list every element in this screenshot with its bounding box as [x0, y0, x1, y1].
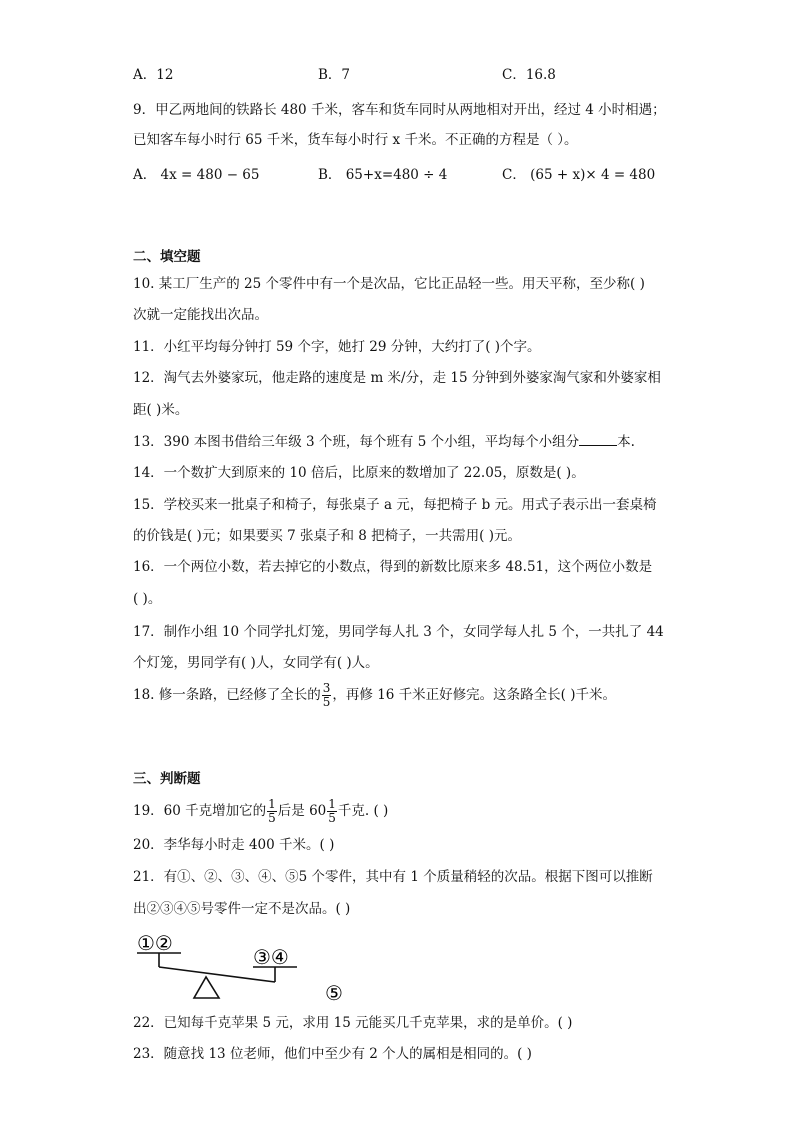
q8-option-a: A．12	[133, 67, 174, 83]
q19-fraction-2-denominator: 5	[328, 811, 336, 825]
q9-option-c: C． (65 + x)× 4 = 480	[502, 167, 656, 183]
q19-text-middle: 后是 60	[277, 803, 327, 819]
q16-line2: ( )。	[133, 591, 162, 607]
q17-line1: 17．制作小组 10 个同学扎灯笼，男同学每人扎 3 个，女同学每人扎 5 个，一共扎了 44	[133, 624, 664, 640]
q10-line1: 10. 某工厂生产的 25 个零件中有一个是次品，它比正品轻一些。用天平称，至少称( )	[133, 276, 645, 292]
balance-left-label: ①②	[137, 931, 173, 955]
q9-option-b: B． 65+x=480 ÷ 4	[318, 167, 448, 183]
q20-line1: 20．李华每小时走 400 千米。( )	[133, 837, 335, 853]
q9-option-a: A． 4x = 480 − 65	[133, 167, 260, 183]
q23-line1: 23．随意找 13 位老师，他们中至少有 2 个人的属相是相同的。( )	[133, 1046, 532, 1062]
q17-line2: 个灯笼，男同学有( )人，女同学有( )人。	[133, 655, 379, 671]
q8-option-c: C．16.8	[502, 67, 556, 83]
q14-line1: 14．一个数扩大到原来的 10 倍后，比原来的数增加了 22.05，原数是( )。	[133, 465, 585, 481]
q12-line2: 距( )米。	[133, 402, 189, 418]
q8-option-b: B．7	[318, 67, 351, 83]
q19-text-after: 千克. ( )	[337, 803, 389, 819]
q19-text-before: 19．60 千克增加它的	[133, 803, 267, 819]
section-judgement-title: 三、判断题	[133, 771, 201, 787]
q16-line1: 16．一个两位小数，若去掉它的小数点，得到的新数比原来多 48.51，这个两位小数是	[133, 559, 653, 575]
q9-line1: 9．甲乙两地间的铁路长 480 千米，客车和货车同时从两地相对开出，经过 4 小时相遇；	[133, 102, 666, 118]
balance-right-label: ③④	[253, 945, 289, 969]
q18-text-after: ，再修 16 千米正好修完。这条路全长( )千米。	[332, 687, 616, 703]
q15-line1: 15．学校买来一批桌子和椅子，每张桌子 a 元，每把椅子 b 元。用式子表示出一套桌椅	[133, 497, 657, 513]
balance-aside-label: ⑤	[325, 981, 343, 1005]
q9-line2: 已知客车每小时行 65 千米，货车每小时行 x 千米。不正确的方程是（ ）。	[133, 132, 578, 148]
q13-text-before: 13．390 本图书借给三年级 3 个班，每个班有 5 个小组，平均每个小组分	[133, 434, 580, 450]
q13-text-after: 本.	[617, 434, 635, 450]
q21-line1: 21．有①、②、③、④、⑤5 个零件，其中有 1 个质量稍轻的次品。根据下图可以推断	[133, 869, 653, 885]
q18-text-before: 18. 修一条路，已经修了全长的	[133, 687, 321, 703]
q12-line1: 12．淘气去外婆家玩，他走路的速度是 m 米/分，走 15 分钟到外婆家淘气家和外婆家相	[133, 370, 661, 386]
q19-fraction-2-numerator: 1	[328, 797, 336, 811]
section-fill-in-title: 二、填空题	[133, 249, 201, 265]
q10-line2: 次就一定能找出次品。	[133, 307, 268, 323]
q21-line2: 出②③④⑤号零件一定不是次品。( )	[133, 901, 351, 917]
balance-beam	[159, 967, 275, 982]
q22-line1: 22．已知每千克苹果 5 元，求用 15 元能买几千克苹果，求的是单价。( )	[133, 1015, 573, 1031]
balance-fulcrum-triangle	[194, 977, 219, 998]
q15-line2: 的价钱是( )元；如果要买 7 张桌子和 8 把椅子，一共需用( )元。	[133, 528, 521, 544]
q19-fraction-1-numerator: 1	[268, 797, 276, 811]
q18-fraction-numerator: 3	[322, 681, 331, 695]
q18-fraction-denominator: 5	[322, 695, 331, 709]
q11-line1: 11．小红平均每分钟打 59 个字，她打 29 分钟，大约打了( )个字。	[133, 339, 541, 355]
q19-fraction-1-denominator: 5	[268, 811, 276, 825]
